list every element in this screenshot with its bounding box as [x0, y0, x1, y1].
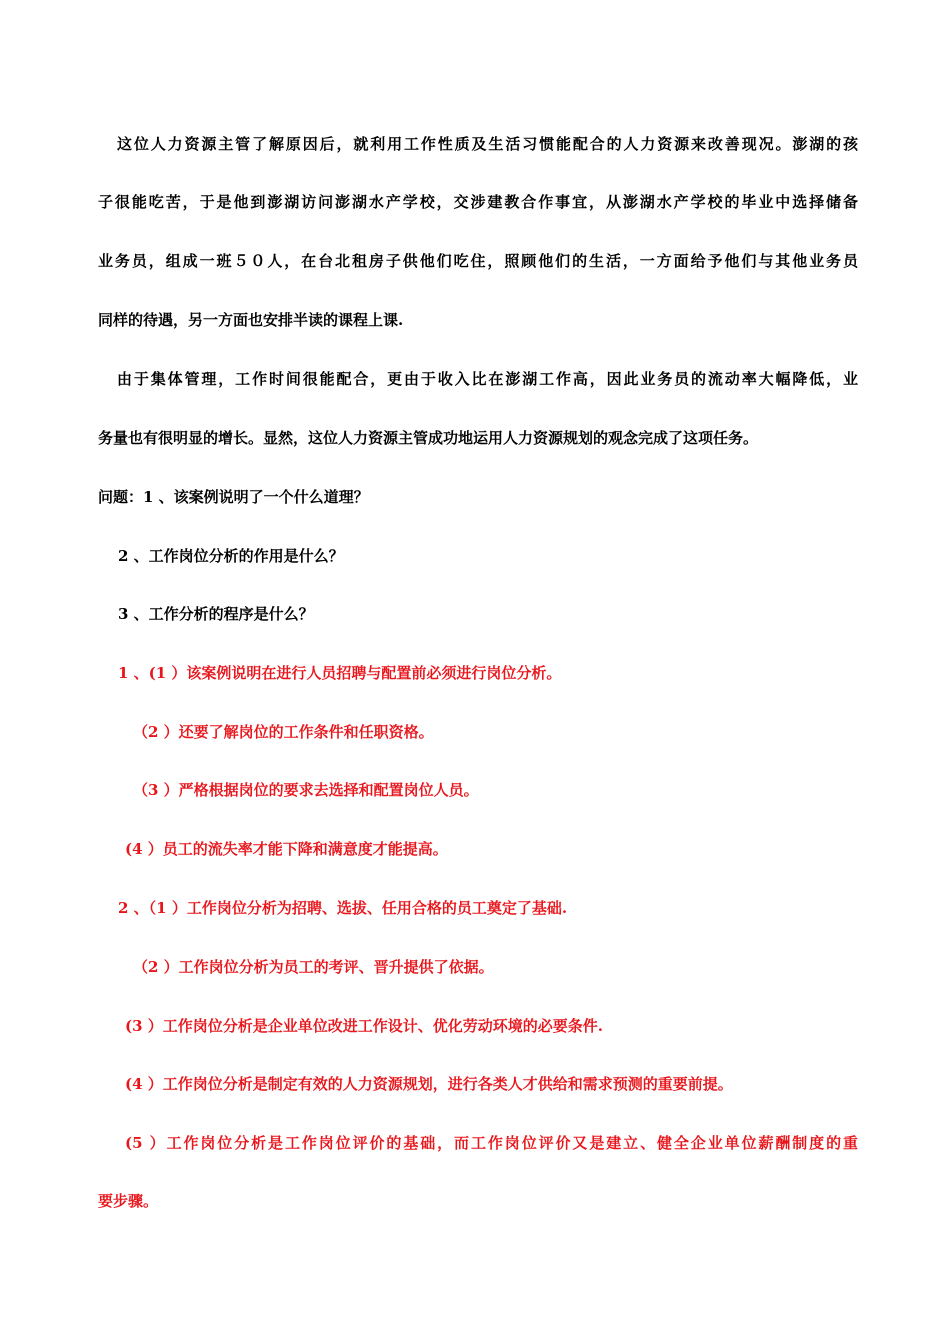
- case-paragraph-1-line-2: 子很能吃苦，于是他到澎湖访问澎湖水产学校，交涉建教合作事宜，从澎湖水产学校的毕业中选择储备: [98, 193, 858, 211]
- question-1: 问题：1 、该案例说明了一个什么道理？: [98, 488, 369, 506]
- answer-2-point-1: 2 、（1 ）工作岗位分析为招聘、选拔、任用合格的员工奠定了基础.: [118, 899, 568, 917]
- case-paragraph-2-line-1: 由于集体管理，工作时间很能配合，更由于收入比在澎湖工作高，因此业务员的流动率大幅降低，业: [117, 370, 858, 388]
- answer-2-point-2: （2 ）工作岗位分析为员工的考评、晋升提供了依据。: [133, 958, 494, 976]
- case-paragraph-1-line-1: 这位人力资源主管了解原因后，就利用工作性质及生活习惯能配合的人力资源来改善现况。澎湖的孩: [117, 135, 858, 153]
- case-paragraph-2-line-2: 务量也有很明显的增长。显然，这位人力资源主管成功地运用人力资源规划的观念完成了这项任务。: [98, 429, 759, 447]
- answer-2-point-5-line-2: 要步骤。: [98, 1192, 159, 1210]
- case-paragraph-1-line-3: 业务员，组成一班５０人，在台北租房子供他们吃住，照顾他们的生活，一方面给予他们与其他业务员: [98, 252, 858, 270]
- answer-1-point-2: （2 ）还要了解岗位的工作条件和任职资格。: [133, 723, 434, 741]
- question-2: 2 、工作岗位分析的作用是什么？: [118, 547, 344, 565]
- case-paragraph-1-line-4: 同样的待遇，另一方面也安排半读的课程上课.: [98, 311, 404, 329]
- answer-2-point-3: (3 ）工作岗位分析是企业单位改进工作设计、优化劳动环境的必要条件.: [125, 1017, 603, 1035]
- question-3: 3 、工作分析的程序是什么？: [118, 605, 314, 623]
- answer-1-point-3: （3 ）严格根据岗位的要求去选择和配置岗位人员。: [133, 781, 479, 799]
- answer-2-point-5-line-1: (5 ）工作岗位分析是工作岗位评价的基础，而工作岗位评价又是建立、健全企业单位薪酬制度的重: [125, 1134, 858, 1152]
- answer-1-point-1: 1 、(1 ）该案例说明在进行人员招聘与配置前必须进行岗位分析。: [118, 664, 562, 682]
- answer-2-point-4: (4 ）工作岗位分析是制定有效的人力资源规划，进行各类人才供给和需求预测的重要前提。: [125, 1075, 733, 1093]
- answer-1-point-4: (4 ）员工的流失率才能下降和满意度才能提高。: [125, 840, 448, 858]
